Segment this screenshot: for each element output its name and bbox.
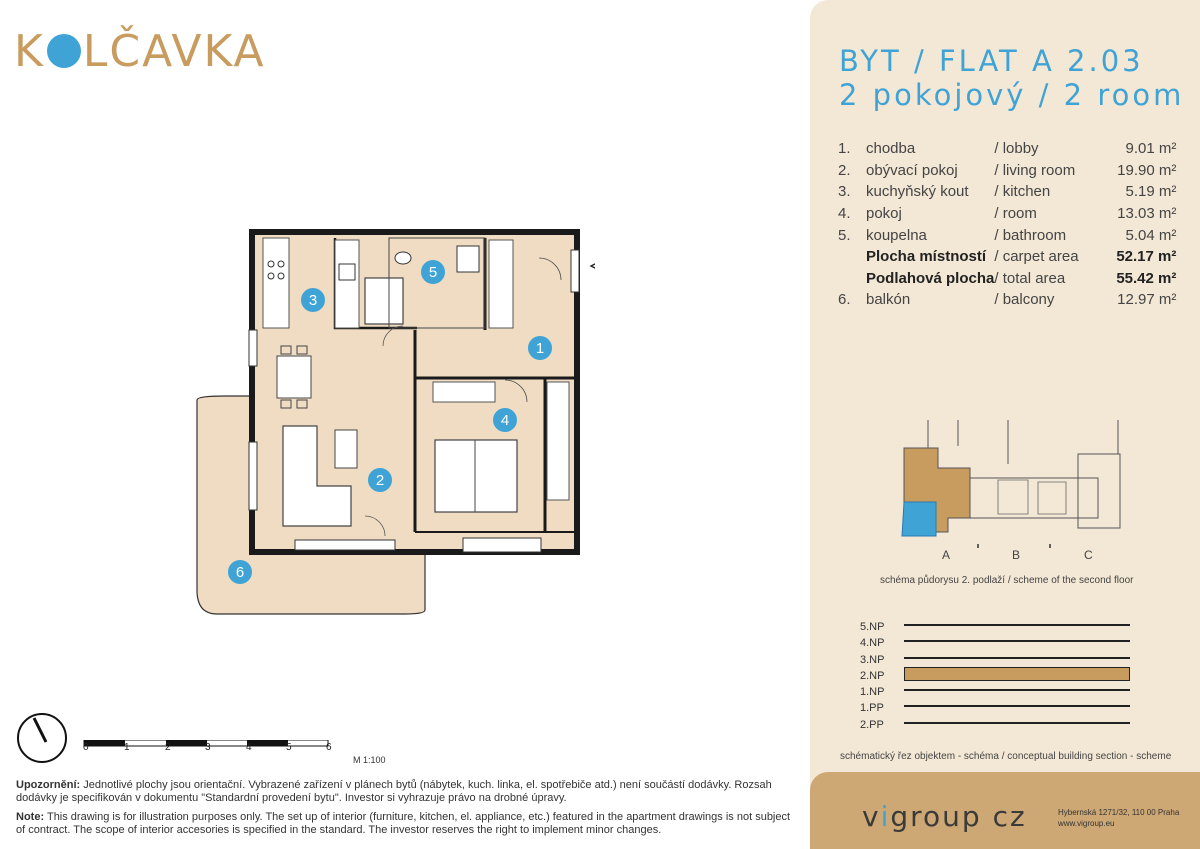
- room-cz: koupelna: [866, 226, 927, 244]
- flat-title-line1: BYT / FLAT A 2.03: [839, 44, 1144, 78]
- room-row: [838, 160, 1176, 182]
- flat-title-line2: 2 pokojový / 2 room: [839, 78, 1185, 112]
- room-en: / balcony: [994, 291, 1055, 309]
- room-num: 1.: [838, 140, 851, 158]
- floor-line: [904, 705, 1130, 707]
- room-area: 5.04 m²: [1125, 226, 1177, 244]
- room-area: 19.90 m²: [1117, 161, 1177, 179]
- entrance-arrow-icon: [591, 260, 595, 272]
- room-row: [838, 246, 1176, 268]
- floor-row: [860, 683, 1130, 699]
- room-en: / carpet area: [994, 248, 1079, 266]
- building-section-diagram: [860, 618, 1130, 732]
- floor-label: 4.NP: [860, 637, 885, 650]
- room-area: 13.03 m²: [1117, 205, 1177, 223]
- note-english-label: Note:: [16, 811, 45, 823]
- apartment-floor-plan: [185, 220, 595, 620]
- floor-label: 3.NP: [860, 653, 885, 666]
- kolcavka-logo: [14, 26, 266, 77]
- floor-line: [904, 657, 1130, 659]
- room-area: 12.97 m²: [1117, 291, 1177, 309]
- note-english: [16, 811, 796, 837]
- floor-label: 2.PP: [860, 718, 884, 731]
- room-row: [838, 203, 1176, 225]
- room-en: / lobby: [994, 140, 1039, 158]
- floor-row: [860, 618, 1130, 634]
- room-area: 5.19 m²: [1125, 183, 1177, 201]
- logo-text-end: LČAVKA: [82, 26, 266, 77]
- room-row: [838, 181, 1176, 203]
- room-row: [838, 138, 1176, 160]
- room-en: / total area: [994, 269, 1066, 287]
- floor-scheme-diagram: [898, 418, 1138, 548]
- scale-tick: 1: [124, 742, 130, 753]
- room-num: 3.: [838, 183, 851, 201]
- scale-tick: 0: [83, 742, 89, 753]
- scale-tick: 6: [326, 742, 332, 753]
- flat-title: [839, 44, 1184, 112]
- room-label-3: 3: [308, 292, 318, 309]
- room-num: 5.: [838, 226, 851, 244]
- scale-tick: 2: [165, 742, 171, 753]
- note-czech: [16, 779, 796, 805]
- room-area: 9.01 m²: [1125, 140, 1177, 158]
- room-row: [838, 289, 1176, 311]
- room-label-1: 1: [535, 340, 545, 357]
- scale-ratio: M 1:100: [353, 755, 386, 765]
- room-label-4: 4: [500, 412, 510, 429]
- room-cz: Podlahová plocha: [866, 269, 995, 287]
- scale-tick: 5: [286, 742, 292, 753]
- room-row: [838, 268, 1176, 290]
- room-label-5: 5: [428, 264, 438, 281]
- floor-row: [860, 716, 1130, 732]
- room-area-table: [838, 138, 1176, 311]
- note-czech-text: Jednotlivé plochy jsou orientační. Vybrazené zařízení v plánech bytů (nábytek, kuch. linka, el. spotřebiče atd.) není součástí dodávky. Rozsah dodávky je specifikován v dokumentu "Standardní provedení bytu". Investor si vyhrazuje právo na drobné úpravy.: [16, 779, 772, 804]
- company-address: [1058, 807, 1179, 829]
- note-czech-label: Upozornění:: [16, 779, 81, 791]
- building-section-caption: schématický řez objektem - schéma / conceptual building section - scheme: [840, 751, 1172, 762]
- scale-tick: 3: [205, 742, 211, 753]
- floor-label: 1.NP: [860, 686, 885, 699]
- room-cz: pokoj: [866, 205, 902, 223]
- floor-line: [904, 624, 1130, 626]
- room-num: 4.: [838, 205, 851, 223]
- room-num: 2.: [838, 161, 851, 179]
- room-cz: Plocha místností: [866, 248, 987, 266]
- section-label-c: C: [1084, 548, 1093, 562]
- floor-label: 2.NP: [860, 669, 885, 682]
- room-en: / room: [994, 205, 1037, 223]
- north-compass-icon: [16, 712, 68, 764]
- section-label-b: B: [1012, 548, 1021, 562]
- footer-bar: [810, 772, 1200, 849]
- floor-row: [860, 651, 1130, 667]
- room-en: / bathroom: [994, 226, 1067, 244]
- website-link[interactable]: www.vigroup.eu: [1058, 819, 1115, 828]
- floor-scheme-caption: schéma půdorysu 2. podlaží / scheme of the second floor: [880, 575, 1134, 586]
- room-cz: kuchyňský kout: [866, 183, 969, 201]
- room-area: 55.42 m²: [1116, 269, 1177, 287]
- floor-line: [904, 722, 1130, 724]
- room-area: 52.17 m²: [1116, 248, 1177, 266]
- floor-label: 5.NP: [860, 621, 885, 633]
- floor-label: 1.PP: [860, 702, 884, 715]
- room-num: [838, 246, 866, 268]
- floor-row: [860, 699, 1130, 715]
- floor-row: [860, 667, 1130, 683]
- room-cz: obývací pokoj: [866, 161, 958, 179]
- note-english-text: This drawing is for illustration purposes only. The set up of interior (furniture, kitchen, el. appliance, etc.) featured in the apartment drawings is not subject of contract. The scope of interior accesories is specified in the standard. The investor reserves the right to implement minor changes.: [16, 811, 791, 836]
- room-label-2: 2: [375, 472, 385, 489]
- section-label-a: A: [942, 548, 951, 562]
- address-line: Hybernská 1271/32, 110 00 Praha: [1058, 808, 1180, 817]
- current-floor-bar: [904, 667, 1130, 681]
- floor-row: [860, 634, 1130, 650]
- logo-circle-icon: [47, 34, 81, 68]
- scale-tick: 4: [246, 742, 252, 753]
- floor-line: [904, 640, 1130, 642]
- room-cz: chodba: [866, 140, 916, 158]
- room-cz: balkón: [866, 291, 911, 309]
- logo-text-start: K: [14, 26, 45, 77]
- room-en: / living room: [994, 161, 1076, 179]
- room-row: [838, 224, 1176, 246]
- room-num: [838, 268, 866, 290]
- floor-line: [904, 689, 1130, 691]
- vigroup-logo: vigroup cz: [862, 800, 1027, 833]
- room-en: / kitchen: [994, 183, 1051, 201]
- room-num: 6.: [838, 291, 851, 309]
- room-label-6: 6: [235, 564, 245, 581]
